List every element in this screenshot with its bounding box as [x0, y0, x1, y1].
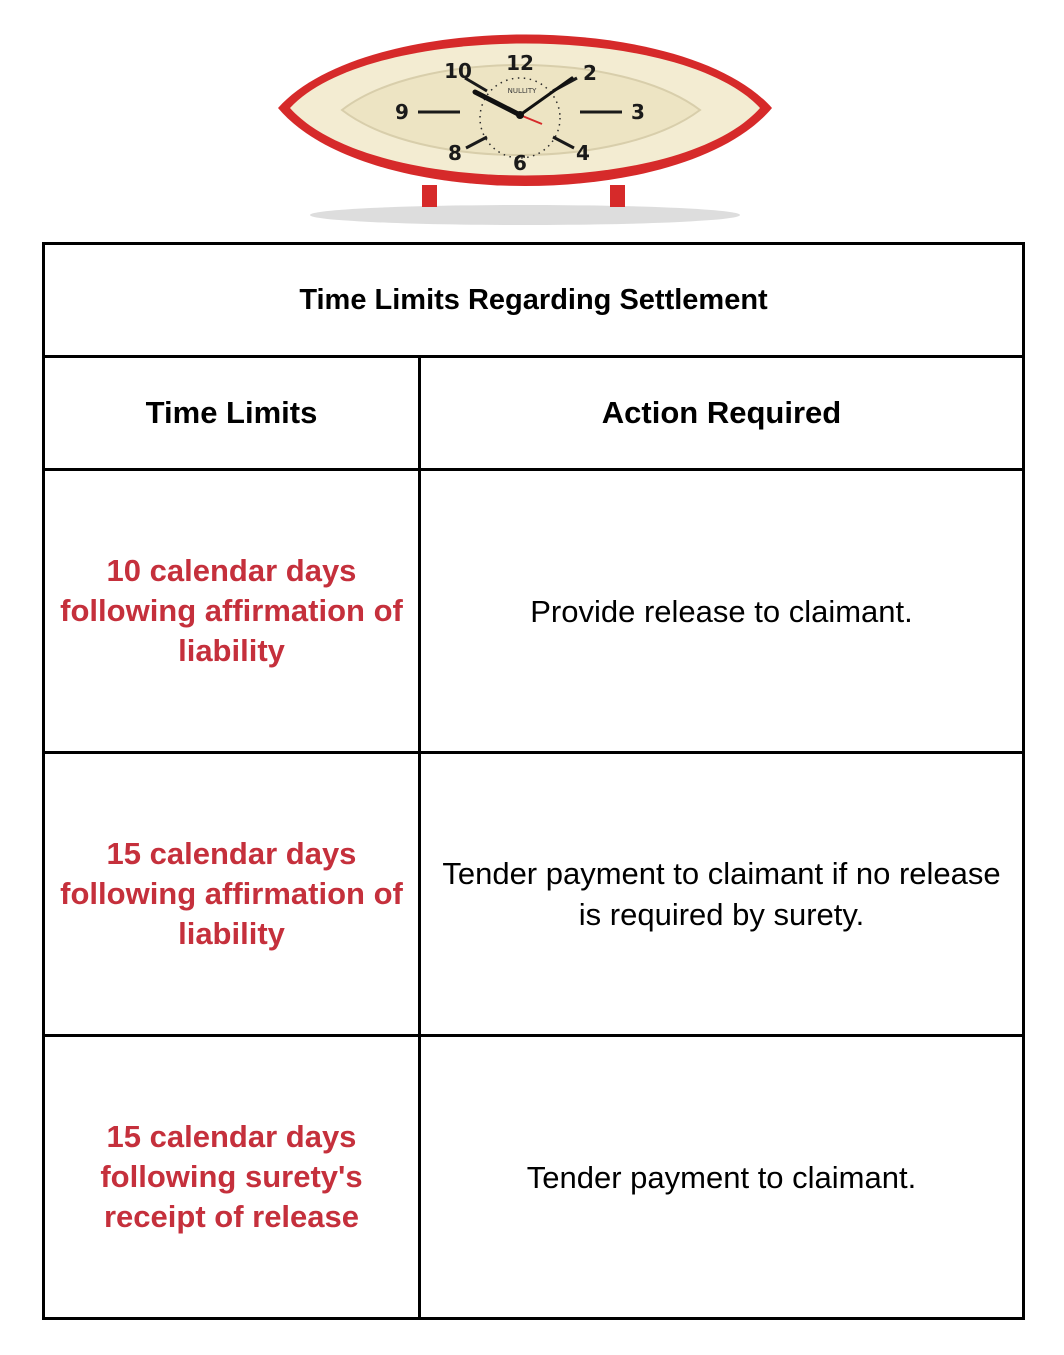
table-title-row [44, 244, 1024, 357]
clock-leg-right [610, 185, 625, 207]
action-required-cell: Tender payment to claimant. [420, 1036, 1024, 1319]
action-required-cell: Provide release to claimant. [420, 470, 1024, 753]
time-limit-cell: 15 calendar days following affirmation of liability [44, 753, 420, 1036]
clock-brand-label: NULLITY [507, 87, 537, 95]
alarm-clock-icon [270, 20, 780, 230]
table-title: Time Limits Regarding Settlement [44, 244, 1024, 357]
numeral-9: 9 [395, 100, 409, 124]
time-limit-cell: 15 calendar days following surety's receipt of release [44, 1036, 420, 1319]
table-row [44, 753, 1024, 1036]
numeral-12: 12 [506, 51, 534, 75]
clock-leg-left [422, 185, 437, 207]
clock-shadow [310, 205, 740, 225]
numeral-4: 4 [576, 141, 590, 165]
header-action-required: Action Required [420, 357, 1024, 470]
numeral-10: 10 [444, 59, 472, 83]
numeral-6: 6 [513, 151, 527, 175]
numeral-3: 3 [631, 100, 645, 124]
clock-center-pin [516, 111, 524, 119]
header-time-limits: Time Limits [44, 357, 420, 470]
numeral-2: 2 [583, 61, 597, 85]
settlement-time-limits-table [42, 242, 1025, 1320]
clock-illustration [270, 20, 780, 230]
table-header-row [44, 357, 1024, 470]
numeral-8: 8 [448, 141, 462, 165]
table-row [44, 470, 1024, 753]
time-limit-cell: 10 calendar days following affirmation of liability [44, 470, 420, 753]
action-required-cell: Tender payment to claimant if no release is required by surety. [420, 753, 1024, 1036]
table-row [44, 1036, 1024, 1319]
